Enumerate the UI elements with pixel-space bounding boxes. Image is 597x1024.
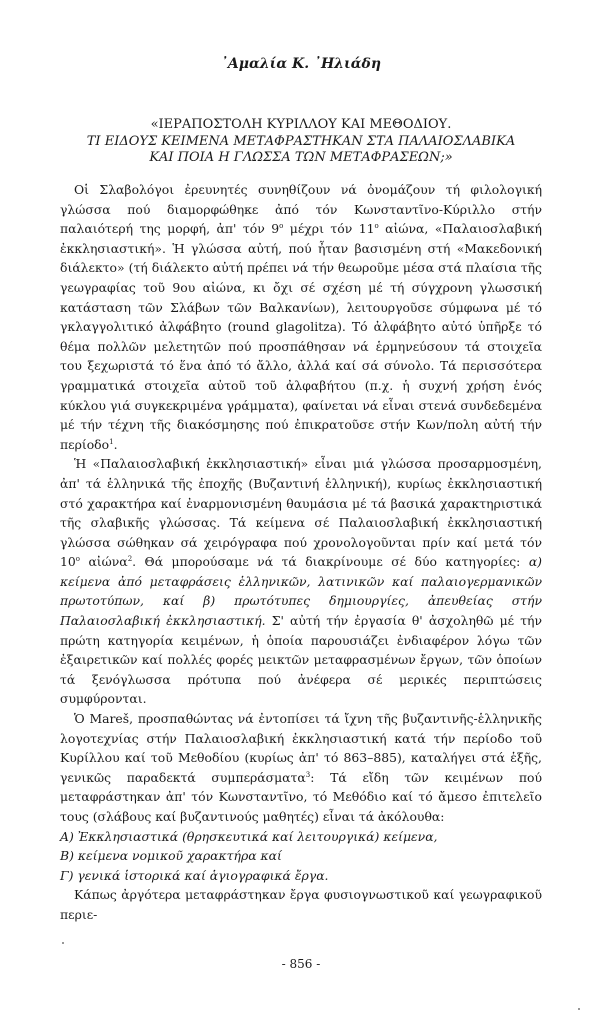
- text-run: .: [113, 436, 118, 452]
- running-header-author: ᾿Αμαλία Κ. ᾿Ηλιάδη: [220, 56, 382, 72]
- text-run: Ἡ «Παλαιοσλαβική ἐκκλησιαστική» εἶναι μιά γλώσσα προσαρμοσμένη, ἀπ' τά ἑλληνικά τῆς ἐποχῆς (Βυζαντινή ἑλληνική), κυρίως ἐκκλησιαστική στό χαρακτήρα καί ἐναρμονισμένη θαυμάσια μέ τά βασικά χαρακτηριστικά τῆς σλαβικῆς γλώσσας. Τά κείμενα σέ Παλαιοσλαβική ἐκκλησιαστική γλώσσα σώθηκαν σά χειρόγραφα πού χρονολογοῦνται πρίν καί μετά τόν 10: [60, 456, 542, 570]
- article-title: [60, 117, 542, 167]
- footnote-marker: 3: [305, 770, 311, 779]
- article-body: [60, 180, 542, 925]
- paragraph-3: [60, 709, 542, 827]
- page-number: - 856 -: [281, 957, 321, 971]
- text-run: Σ' αὐτή τήν ἐργασία θ' ἀσχοληθῶ μέ τήν πρώτη κατηγορία κειμένων, ἡ ὁποία παρουσιάζει ἐνδιαφέρον λόγω τῶν ἐξαιρετικῶν καί πολλές φορές μεικτῶν μεταφρασμένων ἔργων, τῶν ὁποίων τά ξενόγλωσσα πρότυπα πού ἀνέφερα σέ μερικές περιπτώσεις συμφύρονται.: [60, 613, 543, 707]
- scan-speck: [62, 942, 64, 944]
- text-run: αἰώνα: [80, 554, 128, 570]
- text-run: . Θά μπορούσαμε νά τά διακρίνουμε σέ δύο κατηγορίες:: [132, 554, 529, 570]
- footnote-marker: 2: [127, 555, 133, 564]
- scan-speck: [578, 1008, 580, 1010]
- list-item-c: Γ) γενικά ἱστορικά καί ἁγιογραφικά ἔργα.: [60, 867, 329, 883]
- ordinal-superscript: ο: [75, 555, 80, 564]
- title-line-2: ΤΙ ΕΙΔΟΥΣ ΚΕΙΜΕΝΑ ΜΕΤΑΦΡΑΣΤΗΚΑΝ ΣΤΑ ΠΑΛΑΙΟΣΛΑΒΙΚΑ: [86, 133, 516, 149]
- ordinal-superscript: ο: [279, 222, 284, 231]
- list-item-b: Β) κείμενα νομικοῦ χαρακτήρα καί: [60, 848, 282, 864]
- paragraph-1: [60, 180, 542, 454]
- list-item-a: Α) Ἐκκλησιαστικά (θρησκευτικά καί λειτουργικά) κείμενα,: [60, 828, 438, 844]
- document-page: [60, 0, 542, 1024]
- text-run: Ὁ Mareš, προσπαθώντας νά ἐντοπίσει τά ἴχνη τῆς βυζαντινῆς-ἑλληνικῆς λογοτεχνίας στήν Παλαιοσλαβική ἐκκλησιαστική κατά τήν περίοδο τοῦ Κυρίλλου καί τοῦ Μεθοδίου (κυρίως ἀπ' τό 863–885), καταλήγει στά ἑξῆς, γενικῶς παραδεκτά συμπεράσματα: [60, 711, 542, 785]
- title-line-3: ΚΑΙ ΠΟΙΑ Η ΓΛΩΣΣΑ ΤΩΝ ΜΕΤΑΦΡΑΣΕΩΝ;»: [149, 150, 453, 165]
- title-line-1: «ΙΕΡΑΠΟΣΤΟΛΗ ΚΥΡΙΛΛΟΥ ΚΑΙ ΜΕΘΟΔΙΟΥ.: [150, 117, 452, 132]
- text-run: αἰώνα, «Παλαιοσλαβική ἐκκλησιαστική». Ἡ γλώσσα αὐτή, πού ἦταν βασισμένη στή «Μακεδονική διάλεκτο» (τή διάλεκτο αὐτή πρέπει νά τήν θεωροῦμε μέσα στά πλαίσια τῆς γεωγραφίας τοῦ 9ου αἰώνα, κι ὄχι σέ σχέση μέ τή σύγχρονη γλωσσική κατάσταση τῶν Σλάβων τῶν Βαλκανίων), λειτουργοῦσε σύμφωνα μέ τό γκλαγγολιτικό ἀλφάβητο (round glagolitza). Τό ἀλφάβητο αὐτό ὑπῆρξε τό θέμα πολλῶν μελετητῶν πού προσπάθησαν νά ἑρμηνεύσουν τά στοιχεῖα του ξεχωριστά τό ἕνα ἀπό τό ἄλλο, ἀλλά καί σά σύνολο. Τά περισσότερα γραμματικά στοιχεῖα αὐτοῦ τοῦ ἀλφαβήτου (π.χ. ἡ συχνή χρήση ἑνός κύκλου γιά συγκεκριμένα γράμματα), φαίνεται νά εἶναι στενά συνδεδεμένα μέ τήν τέχνη τῆς διακόσμησης πού ἐπικρατοῦσε στήν Κων/πολη αὐτή τήν περίοδο: [60, 221, 542, 452]
- text-run: : Τά εἴδη τῶν κειμένων πού μεταφράστηκαν ἀπ' τόν Κωνσταντῖνο, τό Μεθόδιο καί τό ἄμεσο ἐπιτελεῖο τους (σλάβους καί βυζαντινούς μαθητές) εἶναι τά ἀκόλουθα:: [60, 769, 543, 824]
- footnote-marker: 1: [109, 437, 114, 446]
- ordinal-superscript: ο: [374, 222, 379, 231]
- paragraph-4: Κάπως ἀργότερα μεταφράστηκαν ἔργα φυσιογνωστικοῦ καί γεωγραφικοῦ περιε-: [60, 887, 542, 922]
- paragraph-2: [60, 454, 542, 709]
- text-run: Οἱ Σλαβολόγοι ἐρευνητές συνηθίζουν νά ὀνομάζουν τή φιλολογική γλώσσα πού διαμορφώθηκε ἀπό τόν Κωνσταντῖνο-Κύριλλο στήν παλαιότερή της μορφή, ἀπ' τόν 9: [60, 182, 542, 237]
- italic-text-run: α) κείμενα ἀπό μεταφράσεις ἑλληνικῶν, λατινικῶν καί παλαιογερμανικῶν πρωτοτύπων, καί β) πρωτότυπες δημιουργίες, ἀπευθείας στήν Παλαιοσλαβική ἐκκλησιαστική.: [60, 554, 543, 629]
- text-run: μέχρι τόν 11: [283, 221, 375, 237]
